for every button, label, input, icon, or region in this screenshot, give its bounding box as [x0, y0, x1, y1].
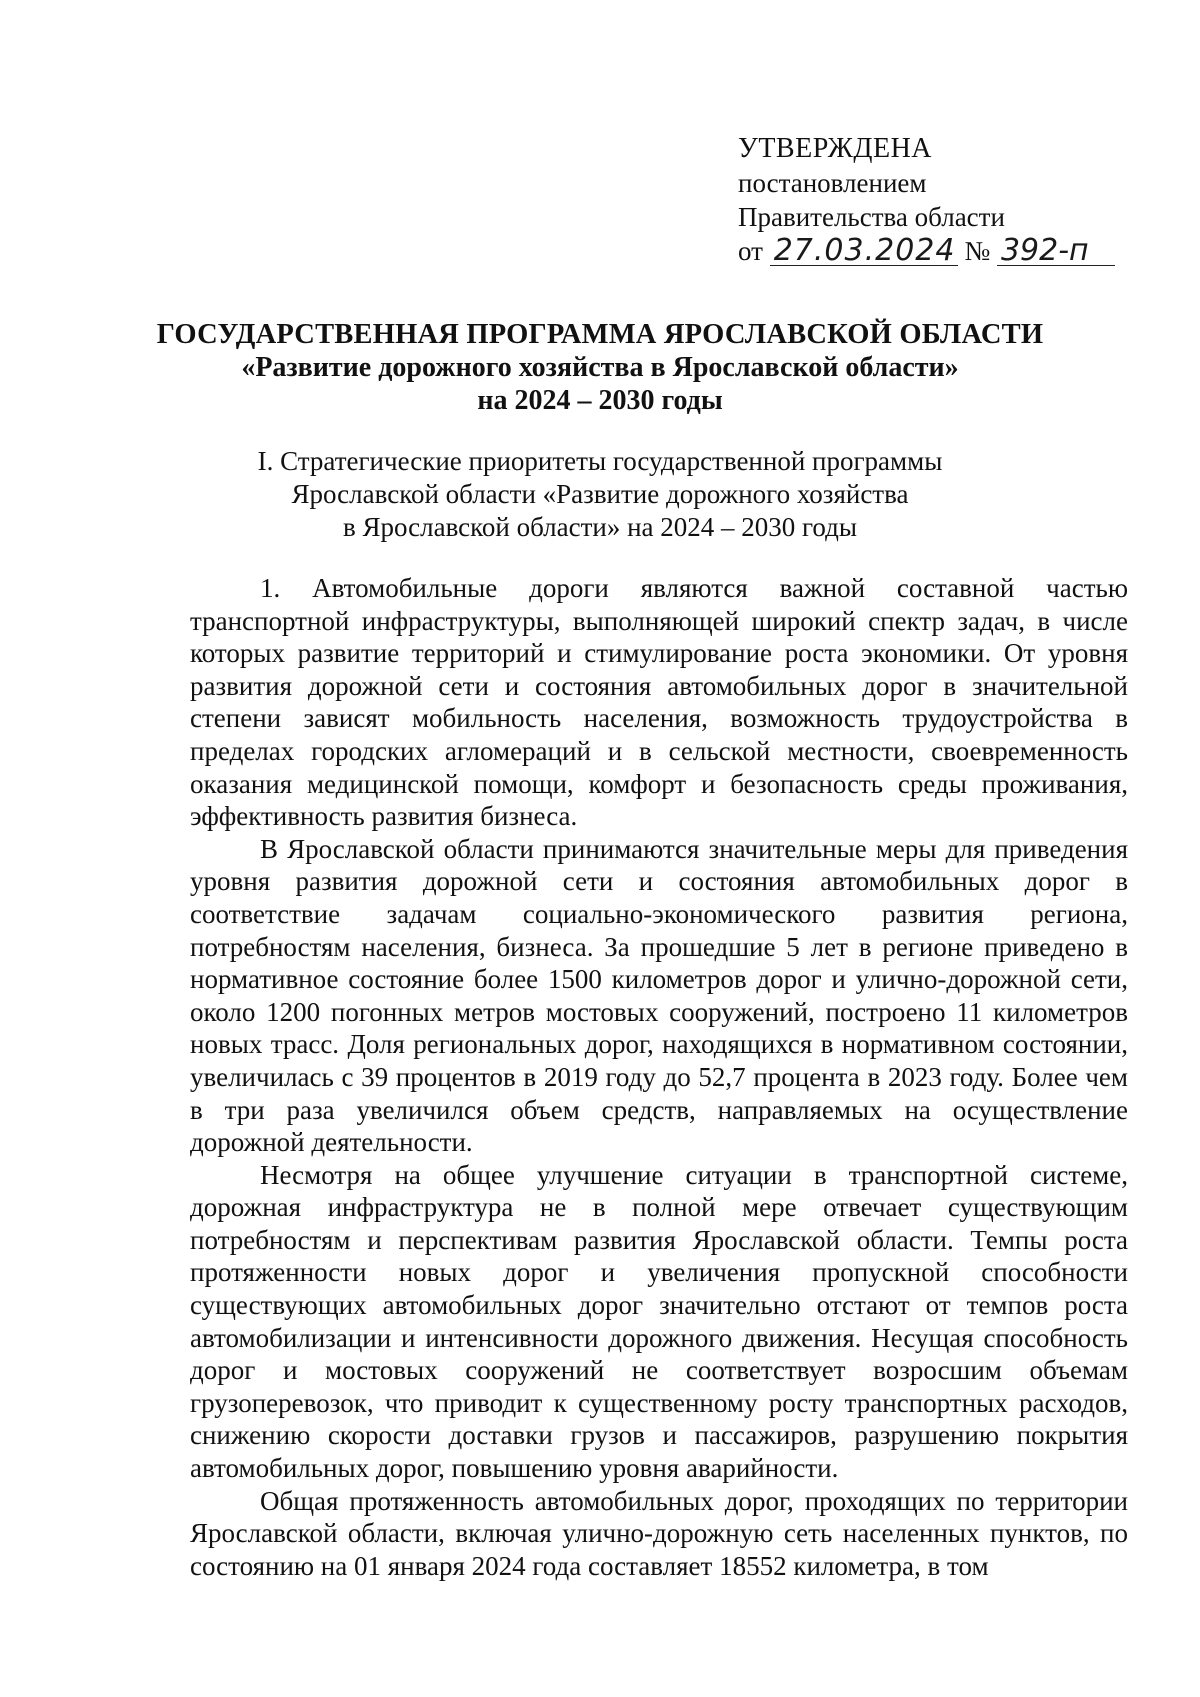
approval-title: УТВЕРЖДЕНА: [738, 133, 933, 164]
paragraph-1: 1. Автомобильные дороги являются важной составной частью транспортной инфраструктуры, выполняющей широкий спектр задач, в числе которых развитие территорий и стимулирование роста экономики. От уровня развития дорожной сети и состояния автомобильных дорог в значительной степени зависят мобильность населения, возможность трудоустройства в пределах городских агломераций и в сельской местности, своевременность оказания медицинской помощи, комфорт и безопасность среды проживания, эффективность развития бизнеса.: [190, 573, 1128, 832]
section-heading: [0, 445, 1200, 544]
paragraph-3: Несмотря на общее улучшение ситуации в транспортной системе, дорожная инфраструктура не в полной мере отвечает существующим потребностям и перспективам развития Ярославской области. Темпы роста протяженности новых дорог и увеличения пропускной способности существующих автомобильных дорог значительно отстают от темпов роста автомобилизации и интенсивности дорожного движения. Несущая способность дорог и мостовых сооружений не соответствует возросшим объемам грузоперевозок, что приводит к существенному росту транспортных расходов, снижению скорости доставки грузов и пассажиров, разрушению покрытия автомобильных дорог, повышению уровня аварийности.: [190, 1159, 1128, 1484]
handwritten-number: 392-п: [997, 237, 1115, 266]
approval-resolution-label: постановлением: [738, 168, 927, 198]
program-title-line-1: ГОСУДАРСТВЕННАЯ ПРОГРАММА ЯРОСЛАВСКОЙ ОБЛАСТИ: [156, 319, 1044, 350]
body-text: [190, 572, 1128, 1582]
paragraph-4: Общая протяженность автомобильных дорог, проходящих по территории Ярославской области, включая улично-дорожную сеть населенных пунктов, по состоянию на 01 января 2024 года составляет 18552 километра, в том: [190, 1485, 1128, 1581]
program-title: [0, 318, 1200, 417]
handwritten-date: 27.03.2024: [770, 237, 958, 266]
number-prefix: №: [964, 236, 991, 266]
approval-date-line: [738, 234, 1115, 268]
program-title-line-3: на 2024 – 2030 годы: [477, 385, 723, 416]
section-heading-line-2: Ярославской области «Развитие дорожного хозяйства: [291, 479, 909, 509]
approval-stamp: [738, 132, 1115, 268]
paragraph-2: В Ярославской области принимаются значительные меры для приведения уровня развития дорожной сети и состояния автомобильных дорог в соответствие задачам социально-экономического развития региона, потребностям населения, бизнеса. За прошедшие 5 лет в регионе приведено в нормативное состояние более 1500 километров дорог и улично-дорожной сети, около 1200 погонных метров мостовых сооружений, построено 11 километров новых трасс. Доля региональных дорог, находящихся в нормативном состоянии, увеличилась с 39 процентов в 2019 году до 52,7 процента в 2023 году. Более чем в три раза увеличился объем средств, направляемых на осуществление дорожной деятельности.: [190, 833, 1128, 1158]
program-title-line-2: «Развитие дорожного хозяйства в Ярославской области»: [241, 352, 959, 383]
date-prefix: от: [738, 236, 763, 266]
approval-government-label: Правительства области: [738, 202, 1005, 232]
section-heading-line-3: в Ярославской области» на 2024 – 2030 годы: [342, 512, 858, 542]
section-heading-line-1: I. Стратегические приоритеты государственной программы: [257, 446, 943, 476]
